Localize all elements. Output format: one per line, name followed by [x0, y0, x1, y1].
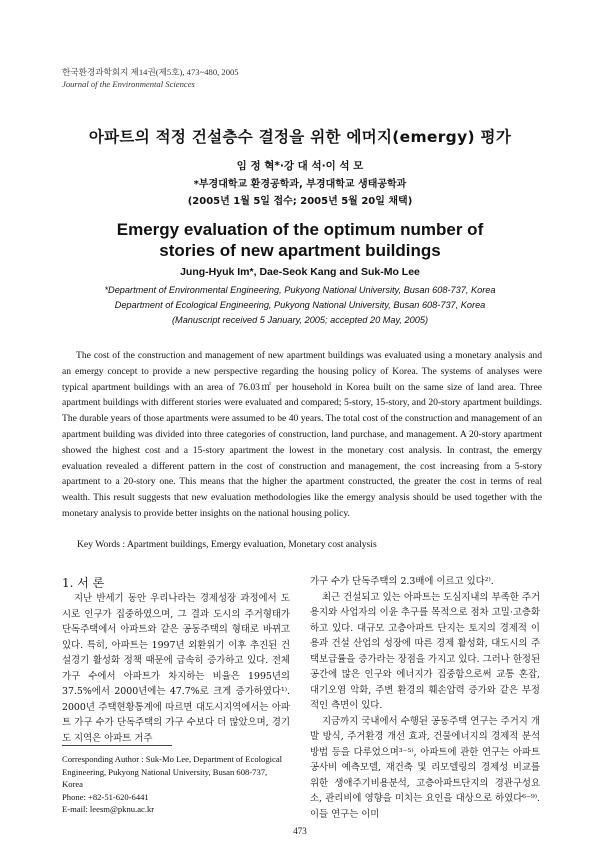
left-column: [62, 591, 290, 746]
korean-title: 아파트의 적정 건설층수 결정을 위한 에머지(emergy) 평가: [88, 128, 512, 146]
intro-paragraph-1-continued: 가구 수가 단독주택의 2.3배에 이르고 있다²⁾.: [310, 576, 494, 587]
affiliation-line1: *Department of Environmental Engineering, Pukyong National University, Busan 608-737, Korea: [104, 285, 496, 295]
korean-affiliation: *부경대학교 환경공학과, 부경대학교 생태공학과: [193, 179, 407, 190]
corresponding-author-footnote: [62, 753, 292, 816]
footnote-line1: Corresponding Author : Suk-Mo Lee, Department of Ecological: [62, 754, 283, 764]
abstract: The cost of the construction and management of new apartment buildings was evaluated using a monetary analysis and an emergy concept to provide a new perspective regarding the housing policy of Korea. The systems of analyses were typical apartment buildings with an area of 76.03㎡ per household in Korea built on the same size of land area. Three apartment buildings with different stories were evaluated and compared; 5-story, 15-story, and 20-story apartment buildings. The durable years of those apartments were assumed to be 40 years. The total cost of the construction and management of an apartment building was divided into three categories of construction, land purchase, and management. A 20-story apartment showed the highest cost and a 15-story apartment the lowest in the monetary cost analysis. In contrast, the emergy evaluation revealed a different pattern in the cost of construction and management, the cost increasing from a 5-story apartment to a 20-story one. This means that the higher the apartment constructed, the greater the cost in terms of real wealth. This result suggests that new evaluation methodologies like the emergy analysis should be used together with the monetary analysis to provide better insights on the national housing policy.: [62, 350, 542, 519]
korean-authors: 임 정 혁*·강 대 석·이 석 모: [236, 160, 364, 172]
journal-citation: 한국환경과학회지 제14권(제5호), 473~480, 2005: [62, 67, 239, 77]
intro-paragraph-2: 최근 건설되고 있는 아파트는 도심지내의 부족한 주거용지와 사업자의 이윤 추구를 목적으로 점차 고밀·고층화하고 있다. 대규모 고층아파트 단지는 토지의 경제적 이용과 건설 산업의 성장에 따른 경제 활성화, 대도시의 주택보급률을 증가라는 장점을 가지고 있다. 그러나 한정된 공간에 많은 인구와 에너지가 집중함으로써 교통 혼잡, 대기오염 악화, 주변 환경의 훼손압력 증가와 같은 부정적인 측면이 있다.: [310, 591, 540, 711]
section-heading-introduction: 1. 서 론: [62, 576, 105, 590]
right-column: [310, 574, 540, 822]
journal-header: [62, 66, 239, 90]
manuscript-dates: (Manuscript received 5 January, 2005; accepted 20 May, 2005): [171, 315, 429, 325]
english-title: [0, 219, 600, 261]
english-affiliation: [0, 283, 600, 328]
page-number: 473: [293, 826, 307, 836]
affiliation-line2: Department of Ecological Engineering, Pukyong National University, Busan 608-737, Korea: [114, 300, 486, 310]
footnote-email: E-mail: leesm@pknu.ac.kr: [62, 804, 155, 815]
intro-paragraph-3: 지금까지 국내에서 수행된 공동주택 연구는 주거지 개발 방식, 주거환경 개선 효과, 건물에너지의 경제적 분석방법 등을 다루었으며³⁻⁵⁾, 아파트에 관한 연구는 아파트 공사비 예측모델, 재건축 및 리모델링의 경제성 비교를 위한 생애주기비용분석, 고층아파트단지의 경관구성요소, 관리비에 영향을 미치는 요인을 대상으로 하였다⁶⁻⁹⁾. 이들 연구는 이미: [310, 715, 540, 820]
english-title-line2: stories of new apartment buildings: [159, 241, 441, 260]
english-authors: Jung-Hyuk Im*, Dae-Seok Kang and Suk-Mo Lee: [180, 266, 420, 278]
intro-paragraph-1: 지난 반세기 동안 우리나라는 경제성장 과정에서 도시로 인구가 집중하였으며, 그 결과 도시의 주거형태가 단독주택에서 아파트와 같은 공동주택의 형태로 바뀌고 있다. 특히, 아파트는 1997년 외환위기 이후 추진된 건설경기 활성화 정책 때문에 급속히 증가하고 있다. 전체 가구 수에서 아파트가 차지하는 비율은 1995년의 37.5%에서 2000년에는 47.7%로 크게 증가하였다¹⁾. 2000년 주택현황통계에 따르면 대도시지역에서는 아파트 가구 수가 단독주택의 가구 수보다 더 많았으며, 경기도 지역은 아파트 거주: [62, 593, 290, 744]
footnote-line3: Korea: [62, 779, 83, 790]
journal-name: Journal of the Environmental Sciences: [62, 79, 195, 89]
keywords: Key Words : Apartment buildings, Emergy evaluation, Monetary cost analysis: [77, 539, 377, 550]
footnote-phone: Phone: +82-51-620-6441: [62, 791, 149, 802]
english-title-line1: Emergy evaluation of the optimum number of: [116, 220, 484, 239]
korean-dates: (2005년 1월 5일 접수; 2005년 5월 20일 채택): [187, 196, 413, 207]
footnote-divider: [62, 745, 172, 746]
footnote-line2: Engineering, Pukyong National University, Busan 608-737,: [62, 766, 268, 777]
